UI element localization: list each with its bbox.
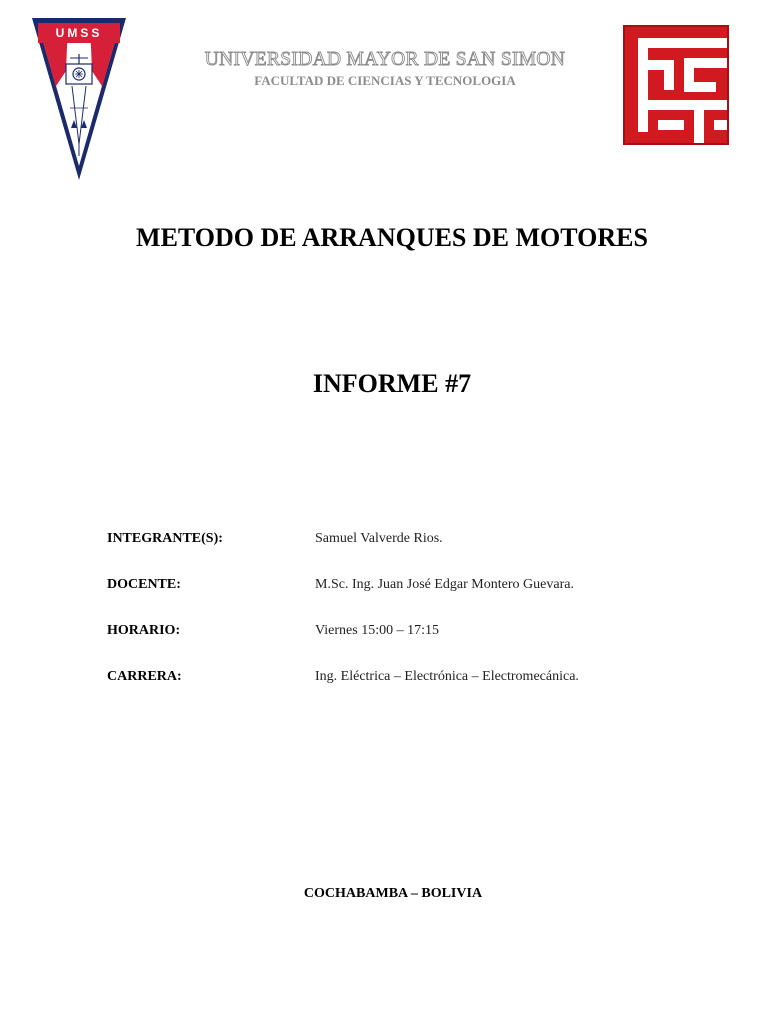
- umss-logo-text: UMSS: [55, 26, 103, 40]
- location-footer: COCHABAMBA – BOLIVIA: [303, 886, 483, 901]
- schedule-value: Viernes 15:00 – 17:15: [315, 623, 439, 638]
- report-number: INFORME #7: [312, 369, 472, 398]
- faculty-name: FACULTAD DE CIENCIAS Y TECNOLOGIA: [254, 73, 516, 88]
- teacher-value: M.Sc. Ing. Juan José Edgar Montero Guevara.: [315, 577, 574, 592]
- university-name: UNIVERSIDAD MAYOR DE SAN SIMON: [204, 49, 566, 70]
- info-row-members: [107, 529, 727, 549]
- career-value: Ing. Eléctrica – Electrónica – Electromecánica.: [315, 669, 579, 684]
- university-header: [180, 48, 590, 89]
- schedule-label: HORARIO:: [107, 623, 181, 638]
- info-row-schedule: [107, 621, 727, 641]
- umss-shield-logo: [30, 16, 128, 182]
- fcyt-logo: [622, 24, 730, 146]
- teacher-label: DOCENTE:: [107, 577, 181, 592]
- members-label: INTEGRANTE(S):: [107, 531, 223, 546]
- info-row-career: [107, 667, 727, 687]
- career-label: CARRERA:: [107, 669, 182, 684]
- document-title: METODO DE ARRANQUES DE MOTORES: [136, 223, 648, 252]
- members-value: Samuel Valverde Rios.: [315, 531, 443, 546]
- info-row-teacher: [107, 575, 727, 595]
